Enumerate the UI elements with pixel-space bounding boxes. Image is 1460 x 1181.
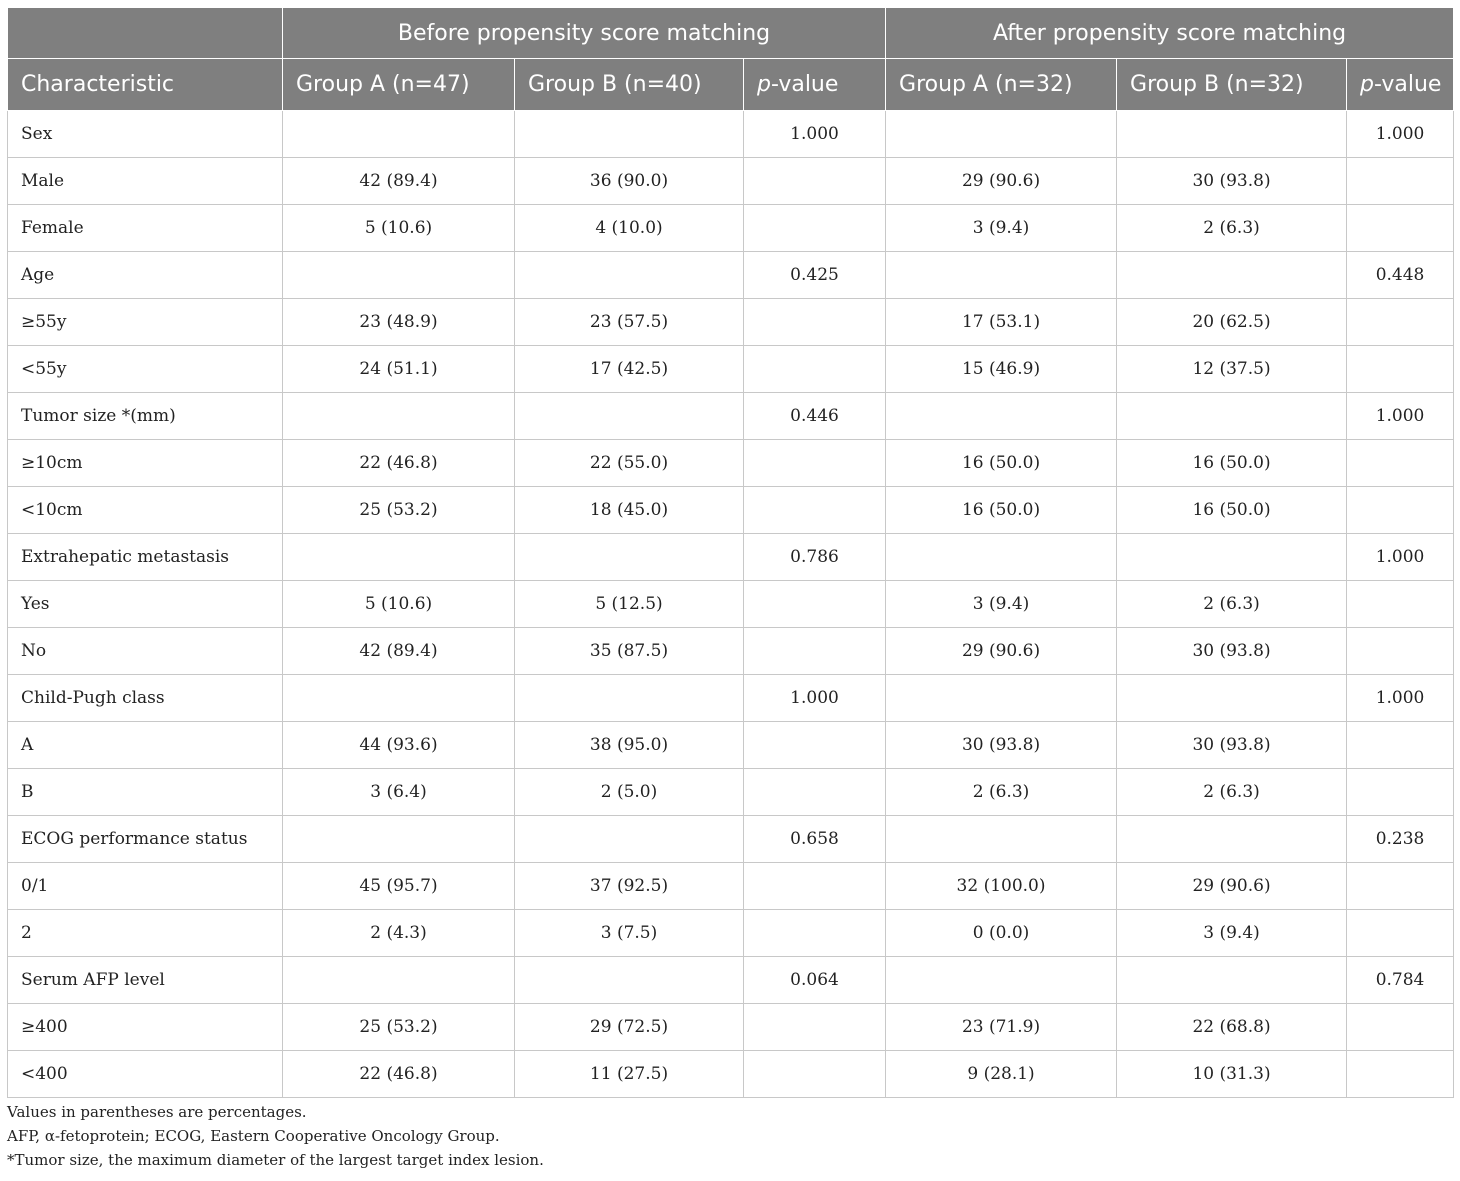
group-a-before-cell: 5 (10.6)	[283, 581, 515, 628]
p-value-after-cell	[1347, 1051, 1454, 1098]
p-value-before-cell	[744, 628, 886, 675]
group-b-before-cell: 35 (87.5)	[515, 628, 744, 675]
group-b-before-cell: 29 (72.5)	[515, 1004, 744, 1051]
group-b-before-cell: 36 (90.0)	[515, 158, 744, 205]
group-a-after-cell: 2 (6.3)	[886, 769, 1117, 816]
p-value-after-cell	[1347, 440, 1454, 487]
p-value-before-cell	[744, 863, 886, 910]
group-b-after-cell: 12 (37.5)	[1117, 346, 1347, 393]
row-label: No	[8, 628, 283, 675]
group-a-before-cell: 45 (95.7)	[283, 863, 515, 910]
group-b-after-cell: 29 (90.6)	[1117, 863, 1347, 910]
p-value-before-cell: 0.446	[744, 393, 886, 440]
row-label: Extrahepatic metastasis	[8, 534, 283, 581]
row-label: Female	[8, 205, 283, 252]
group-b-after-cell	[1117, 816, 1347, 863]
p-value-before-cell	[744, 299, 886, 346]
row-label: B	[8, 769, 283, 816]
header-after-matching: After propensity score matching	[886, 8, 1454, 59]
p-value-before-cell	[744, 158, 886, 205]
column-header-row	[8, 59, 1454, 111]
group-a-after-cell	[886, 111, 1117, 158]
group-a-before-cell: 25 (53.2)	[283, 1004, 515, 1051]
p-value-after-cell	[1347, 205, 1454, 252]
p-value-before-cell: 1.000	[744, 675, 886, 722]
table-footnotes	[7, 1100, 544, 1172]
table-row	[8, 299, 1454, 346]
row-label: Yes	[8, 581, 283, 628]
p-value-before-cell	[744, 910, 886, 957]
row-label: Sex	[8, 111, 283, 158]
p-value-before-cell	[744, 722, 886, 769]
header-group-b-after: Group B (n=32)	[1117, 59, 1347, 111]
group-b-before-cell: 37 (92.5)	[515, 863, 744, 910]
group-b-before-cell: 2 (5.0)	[515, 769, 744, 816]
table-row	[8, 957, 1454, 1004]
p-italic: p	[757, 72, 771, 97]
p-value-after-cell	[1347, 299, 1454, 346]
group-a-before-cell	[283, 675, 515, 722]
group-b-after-cell: 16 (50.0)	[1117, 487, 1347, 534]
group-b-after-cell	[1117, 393, 1347, 440]
p-value-after-cell	[1347, 487, 1454, 534]
group-b-before-cell: 18 (45.0)	[515, 487, 744, 534]
group-b-before-cell	[515, 252, 744, 299]
group-a-after-cell: 16 (50.0)	[886, 440, 1117, 487]
group-b-after-cell	[1117, 675, 1347, 722]
group-a-before-cell: 23 (48.9)	[283, 299, 515, 346]
p-value-after-cell	[1347, 910, 1454, 957]
p-value-before-cell: 1.000	[744, 111, 886, 158]
group-b-after-cell: 30 (93.8)	[1117, 158, 1347, 205]
group-a-after-cell	[886, 675, 1117, 722]
p-value-after-cell	[1347, 581, 1454, 628]
table-row	[8, 675, 1454, 722]
group-b-after-cell	[1117, 111, 1347, 158]
table-row	[8, 111, 1454, 158]
table-row	[8, 769, 1454, 816]
group-a-after-cell: 17 (53.1)	[886, 299, 1117, 346]
group-b-after-cell: 20 (62.5)	[1117, 299, 1347, 346]
p-value-before-cell	[744, 581, 886, 628]
header-empty-cell	[8, 8, 283, 59]
group-b-after-cell: 2 (6.3)	[1117, 581, 1347, 628]
table-row	[8, 346, 1454, 393]
table-row	[8, 628, 1454, 675]
table-row	[8, 252, 1454, 299]
p-italic: p	[1360, 72, 1374, 97]
group-a-before-cell	[283, 957, 515, 1004]
group-a-after-cell: 0 (0.0)	[886, 910, 1117, 957]
group-b-after-cell: 16 (50.0)	[1117, 440, 1347, 487]
group-a-before-cell	[283, 393, 515, 440]
group-b-before-cell: 17 (42.5)	[515, 346, 744, 393]
table-row	[8, 393, 1454, 440]
group-b-before-cell: 22 (55.0)	[515, 440, 744, 487]
group-a-after-cell: 9 (28.1)	[886, 1051, 1117, 1098]
header-p-value-after	[1347, 59, 1454, 111]
group-a-after-cell: 29 (90.6)	[886, 628, 1117, 675]
group-a-before-cell: 5 (10.6)	[283, 205, 515, 252]
row-label: <400	[8, 1051, 283, 1098]
row-label: A	[8, 722, 283, 769]
group-b-before-cell	[515, 675, 744, 722]
footnote: Values in parentheses are percentages.	[7, 1103, 307, 1121]
group-header-row	[8, 8, 1454, 59]
group-b-before-cell	[515, 393, 744, 440]
table-row	[8, 722, 1454, 769]
group-b-after-cell	[1117, 252, 1347, 299]
group-a-before-cell: 2 (4.3)	[283, 910, 515, 957]
group-a-before-cell: 3 (6.4)	[283, 769, 515, 816]
footnote: *Tumor size, the maximum diameter of the largest target index lesion.	[7, 1151, 544, 1169]
group-b-after-cell	[1117, 957, 1347, 1004]
group-b-before-cell: 11 (27.5)	[515, 1051, 744, 1098]
group-a-before-cell: 44 (93.6)	[283, 722, 515, 769]
group-b-after-cell: 10 (31.3)	[1117, 1051, 1347, 1098]
p-value-before-cell	[744, 487, 886, 534]
group-a-before-cell: 22 (46.8)	[283, 1051, 515, 1098]
row-label: Age	[8, 252, 283, 299]
group-a-after-cell	[886, 534, 1117, 581]
group-b-before-cell	[515, 816, 744, 863]
p-value-after-cell	[1347, 1004, 1454, 1051]
group-b-before-cell	[515, 111, 744, 158]
p-value-after-cell	[1347, 158, 1454, 205]
p-value-after-cell: 1.000	[1347, 111, 1454, 158]
group-a-after-cell: 16 (50.0)	[886, 487, 1117, 534]
group-b-after-cell: 30 (93.8)	[1117, 722, 1347, 769]
table-row	[8, 158, 1454, 205]
p-value-after-cell	[1347, 769, 1454, 816]
p-value-after-cell	[1347, 628, 1454, 675]
table-row	[8, 205, 1454, 252]
group-a-after-cell	[886, 957, 1117, 1004]
group-a-before-cell	[283, 534, 515, 581]
group-a-before-cell	[283, 252, 515, 299]
group-b-before-cell: 38 (95.0)	[515, 722, 744, 769]
p-value-before-cell: 0.658	[744, 816, 886, 863]
header-p-value-before	[744, 59, 886, 111]
table-container	[7, 7, 1453, 1098]
row-label: Child-Pugh class	[8, 675, 283, 722]
group-a-before-cell	[283, 111, 515, 158]
p-value-before-cell	[744, 440, 886, 487]
row-label: Tumor size *(mm)	[8, 393, 283, 440]
p-value-after-cell	[1347, 722, 1454, 769]
group-b-after-cell	[1117, 534, 1347, 581]
group-a-before-cell: 24 (51.1)	[283, 346, 515, 393]
group-a-before-cell: 42 (89.4)	[283, 158, 515, 205]
group-b-after-cell: 2 (6.3)	[1117, 205, 1347, 252]
table-row	[8, 863, 1454, 910]
p-value-before-cell: 0.064	[744, 957, 886, 1004]
table-row	[8, 440, 1454, 487]
p-value-before-cell: 0.786	[744, 534, 886, 581]
group-b-before-cell: 23 (57.5)	[515, 299, 744, 346]
table-row	[8, 910, 1454, 957]
p-value-before-cell	[744, 769, 886, 816]
group-b-after-cell: 30 (93.8)	[1117, 628, 1347, 675]
group-b-after-cell: 22 (68.8)	[1117, 1004, 1347, 1051]
group-a-before-cell	[283, 816, 515, 863]
p-value-after-cell	[1347, 863, 1454, 910]
p-value-after-cell: 0.448	[1347, 252, 1454, 299]
group-a-after-cell	[886, 816, 1117, 863]
table-row	[8, 487, 1454, 534]
row-label: 2	[8, 910, 283, 957]
table-body	[8, 111, 1454, 1098]
group-a-before-cell: 25 (53.2)	[283, 487, 515, 534]
table-row	[8, 534, 1454, 581]
row-label: <10cm	[8, 487, 283, 534]
row-label: 0/1	[8, 863, 283, 910]
p-value-after-cell: 1.000	[1347, 393, 1454, 440]
p-value-after-cell: 0.784	[1347, 957, 1454, 1004]
p-value-after-cell: 0.238	[1347, 816, 1454, 863]
header-before-matching: Before propensity score matching	[283, 8, 886, 59]
row-label: ≥400	[8, 1004, 283, 1051]
table-row	[8, 816, 1454, 863]
group-a-before-cell: 42 (89.4)	[283, 628, 515, 675]
group-a-after-cell: 3 (9.4)	[886, 205, 1117, 252]
group-a-before-cell: 22 (46.8)	[283, 440, 515, 487]
header-group-b-before: Group B (n=40)	[515, 59, 744, 111]
group-b-before-cell: 5 (12.5)	[515, 581, 744, 628]
group-a-after-cell: 3 (9.4)	[886, 581, 1117, 628]
row-label: ≥10cm	[8, 440, 283, 487]
group-a-after-cell	[886, 252, 1117, 299]
header-group-a-before: Group A (n=47)	[283, 59, 515, 111]
p-value-before-cell	[744, 1004, 886, 1051]
p-value-before-cell	[744, 205, 886, 252]
p-suffix: -value	[1373, 72, 1442, 97]
table-row	[8, 581, 1454, 628]
characteristics-table	[7, 7, 1454, 1098]
group-a-after-cell: 15 (46.9)	[886, 346, 1117, 393]
p-value-before-cell	[744, 1051, 886, 1098]
p-value-after-cell: 1.000	[1347, 675, 1454, 722]
group-b-after-cell: 3 (9.4)	[1117, 910, 1347, 957]
footnote: AFP, α-fetoprotein; ECOG, Eastern Cooperative Oncology Group.	[7, 1127, 500, 1145]
group-a-after-cell: 32 (100.0)	[886, 863, 1117, 910]
group-a-after-cell: 30 (93.8)	[886, 722, 1117, 769]
row-label: Serum AFP level	[8, 957, 283, 1004]
group-a-after-cell: 23 (71.9)	[886, 1004, 1117, 1051]
p-value-before-cell: 0.425	[744, 252, 886, 299]
p-value-before-cell	[744, 346, 886, 393]
header-group-a-after: Group A (n=32)	[886, 59, 1117, 111]
p-suffix: -value	[770, 72, 839, 97]
row-label: ECOG performance status	[8, 816, 283, 863]
p-value-after-cell: 1.000	[1347, 534, 1454, 581]
row-label: Male	[8, 158, 283, 205]
row-label: ≥55y	[8, 299, 283, 346]
group-a-after-cell	[886, 393, 1117, 440]
group-a-after-cell: 29 (90.6)	[886, 158, 1117, 205]
group-b-before-cell: 3 (7.5)	[515, 910, 744, 957]
group-b-before-cell	[515, 534, 744, 581]
p-value-after-cell	[1347, 346, 1454, 393]
table-row	[8, 1051, 1454, 1098]
row-label: <55y	[8, 346, 283, 393]
header-characteristic: Characteristic	[8, 59, 283, 111]
group-b-before-cell	[515, 957, 744, 1004]
table-row	[8, 1004, 1454, 1051]
group-b-before-cell: 4 (10.0)	[515, 205, 744, 252]
group-b-after-cell: 2 (6.3)	[1117, 769, 1347, 816]
